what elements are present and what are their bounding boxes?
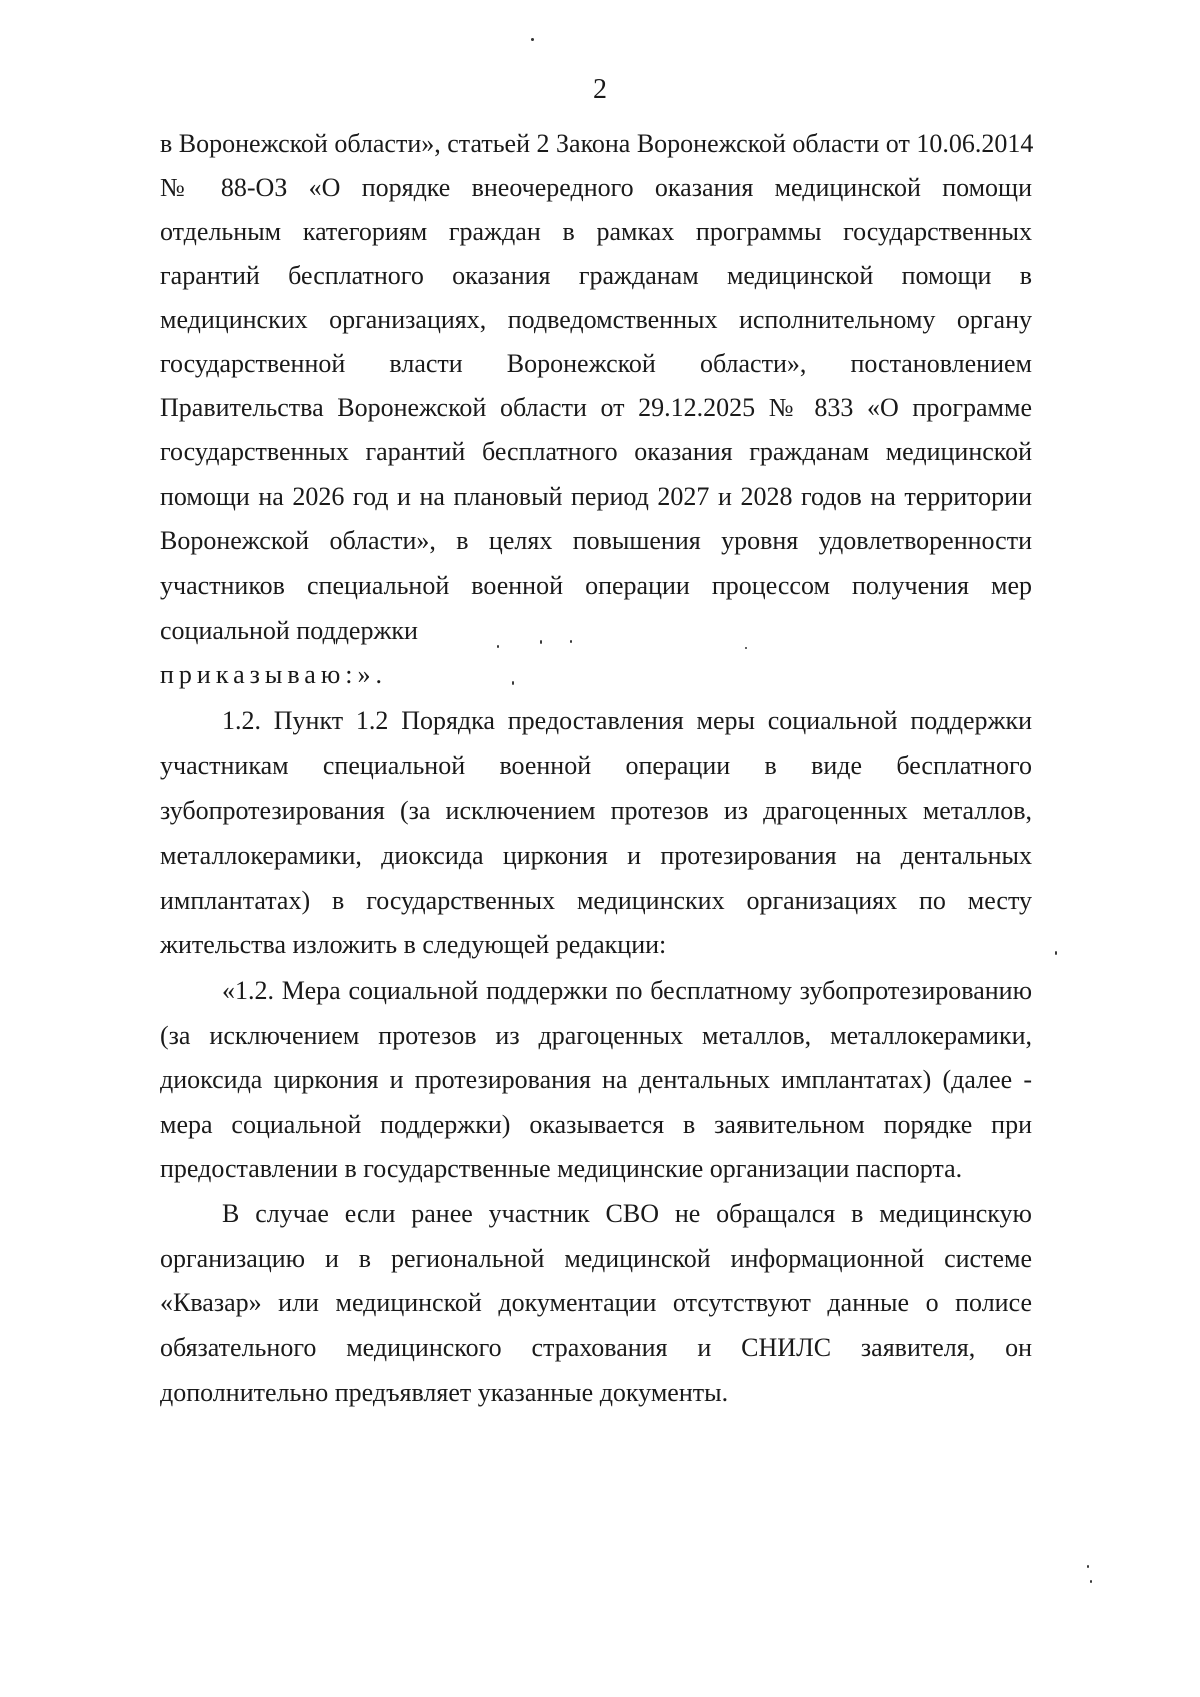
text-line: обязательного медицинского страхования и СНИЛС заявителя, он <box>160 1333 1032 1362</box>
paragraph-start: «1.2. Мера социальной поддержки по бесплатному зубопротезированию <box>222 976 1032 1005</box>
scan-speck <box>570 640 572 643</box>
text-line: «Квазар» или медицинской документации отсутствуют данные о полисе <box>160 1288 1032 1317</box>
text-line: отдельным категориям граждан в рамках программы государственных <box>160 217 1032 246</box>
scan-speck <box>512 681 514 685</box>
text-line: жительства изложить в следующей редакции: <box>160 930 667 959</box>
page-number: 2 <box>593 74 607 105</box>
scan-speck <box>745 647 747 649</box>
text-line: социальной поддержки <box>160 616 418 645</box>
text-line: дополнительно предъявляет указанные документы. <box>160 1378 729 1407</box>
text-line: предоставлении в государственные медицинские организации паспорта. <box>160 1154 963 1183</box>
paragraph-start: В случае если ранее участник СВО не обращался в медицинскую <box>222 1199 1032 1228</box>
scan-speck <box>1055 951 1057 955</box>
text-line: Правительства Воронежской области от 29.12.2025 № 833 «О программе <box>160 393 1032 422</box>
scan-speck <box>1090 1580 1092 1583</box>
order-word: приказываю:». <box>160 660 387 689</box>
text-line: в Воронежской области», статьей 2 Закона Воронежской области от 10.06.2014 <box>160 129 1034 158</box>
text-line: государственной власти Воронежской области», постановлением <box>160 349 1032 378</box>
text-line: участников специальной военной операции процессом получения мер <box>160 571 1032 600</box>
text-line: участникам специальной военной операции в виде бесплатного <box>160 751 1032 780</box>
scan-speck <box>540 640 542 644</box>
text-line: государственных гарантий бесплатного оказания гражданам медицинской <box>160 437 1032 466</box>
text-line: помощи на 2026 год и на плановый период 2027 и 2028 годов на территории <box>160 482 1032 511</box>
text-line: металлокерамики, диоксида циркония и протезирования на дентальных <box>160 841 1032 870</box>
text-line: мера социальной поддержки) оказывается в заявительном порядке при <box>160 1110 1032 1139</box>
text-line: организацию и в региональной медицинской информационной системе <box>160 1244 1032 1273</box>
text-line: Воронежской области», в целях повышения уровня удовлетворенности <box>160 526 1032 555</box>
scan-speck <box>1087 1565 1089 1568</box>
scan-speck <box>497 645 499 648</box>
text-line: № 88-ОЗ «О порядке внеочередного оказания медицинской помощи <box>160 173 1032 202</box>
text-line: (за исключением протезов из драгоценных металлов, металлокерамики, <box>160 1021 1032 1050</box>
text-line: диоксида циркония и протезирования на дентальных имплантатах) (далее - <box>160 1065 1032 1094</box>
text-line: медицинских организациях, подведомственных исполнительному органу <box>160 305 1032 334</box>
text-line: имплантатах) в государственных медицинских организациях по месту <box>160 886 1032 915</box>
scan-speck <box>531 38 534 41</box>
text-line: зубопротезирования (за исключением протезов из драгоценных металлов, <box>160 796 1032 825</box>
paragraph-start: 1.2. Пункт 1.2 Порядка предоставления меры социальной поддержки <box>222 706 1032 735</box>
text-line: гарантий бесплатного оказания гражданам медицинской помощи в <box>160 261 1032 290</box>
